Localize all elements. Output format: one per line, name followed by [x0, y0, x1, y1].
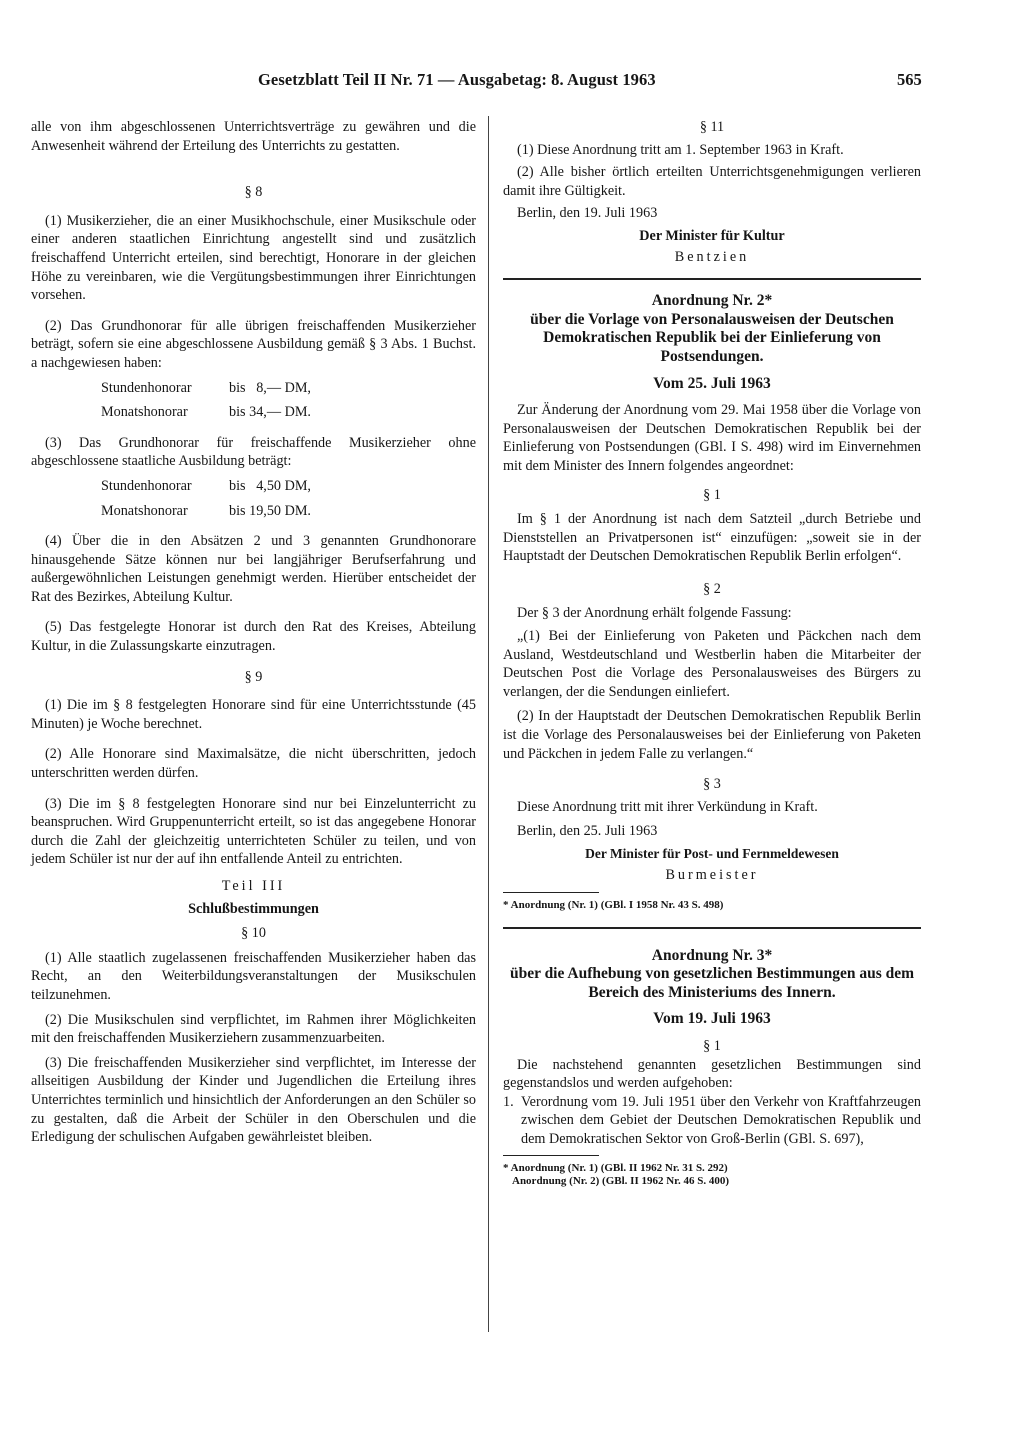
amount-row — [31, 403, 476, 422]
ordinance-2-s3-text: Diese Anordnung tritt mit ihrer Verkündung in Kraft. — [517, 798, 818, 815]
part-3-heading: Teil III — [221, 878, 286, 894]
minister-title-1: Der Minister für Kultur — [639, 227, 785, 244]
right-column — [503, 118, 921, 1189]
footnote: Anordnung (Nr. 2) (GBl. II 1962 Nr. 46 S. 400) — [512, 1175, 730, 1188]
s8-paragraph-5: (5) Das festgelegte Honorar ist durch den Rat des Kreises, Abteilung Kultur, in die Zulassungskarte einzutragen. — [31, 619, 476, 655]
ordinance-3-s1-heading: § 1 — [703, 1038, 721, 1055]
left-column — [31, 118, 476, 1147]
ordinance-2-s2-heading: § 2 — [703, 580, 721, 597]
ordinance-2-s3-heading: § 3 — [703, 776, 721, 793]
amount-value: bis 34,— DM. — [229, 404, 311, 421]
list-item-number: 1. — [503, 1093, 514, 1110]
ordinance-2-s1-heading: § 1 — [703, 486, 721, 503]
section-8-heading: § 8 — [244, 184, 263, 201]
amount-value: bis 19,50 DM. — [229, 502, 311, 519]
s11-paragraph-1: (1) Diese Anordnung tritt am 1. September 1963 in Kraft. — [517, 141, 844, 158]
ordinance-2-s1-text: Im § 1 der Anordnung ist nach dem Satzteil „durch Betriebe und Dienststellen an Privatpersonen ist“ einzufügen: „soweit sie in der Hauptstadt der Deutschen Demokratischen Republik Berlin erfolgen“. — [503, 511, 921, 565]
s10-paragraph-1: (1) Alle staatlich zugelassenen freischaffenden Musikerzieher haben das Recht, an den Weiterbildungsveranstaltungen der Musikschulen teilzunehmen. — [31, 949, 476, 1003]
amount-label: Stundenhonorar — [101, 477, 192, 494]
column-divider — [488, 116, 489, 1332]
amount-label: Monatshonorar — [101, 502, 188, 519]
s9-paragraph-1: (1) Die im § 8 festgelegten Honorare sind für eine Unterrichtsstunde (45 Minuten) je Woche berechnet. — [31, 697, 476, 732]
s8-paragraph-2: (2) Das Grundhonorar für alle übrigen freischaffenden Musikerzieher beträgt, sofern sie eine abgeschlossene Ausbildung gemäß § 3 Abs. 1 Buchst. a nachgewiesen haben: — [31, 317, 476, 371]
amount-value: bis 4,50 DM, — [229, 477, 311, 494]
amount-label: Monatshonorar — [101, 404, 188, 421]
s10-paragraph-3: (3) Die freischaffenden Musikerzieher sind verpflichtet, im Interesse der allseitigen Ausbildung der Kinder und Jugendlichen die Erteilung ihres Unterrichtes terminlich und hinsichtlich der Anforderungen an den Schüler so zu gestalten, daß die Arbeit der Schüler in den Oberschulen und die Erledigung der schulischen Aufgaben gewährleistet bleiben. — [31, 1054, 476, 1146]
list-item-text: Verordnung vom 19. Juli 1951 über den Verkehr von Kraftfahrzeugen zwischen dem Gebiet der Deutschen Demokratischen Republik und dem Demokratischen Sektor von Groß-Berlin (GBl. S. 697), — [521, 1093, 921, 1148]
minister-title-2: Der Minister für Post- und Fernmeldewesen — [585, 846, 839, 861]
header-title: Gesetzblatt Teil II Nr. 71 — Ausgabetag: 8. August 1963 — [258, 70, 656, 89]
s9-paragraph-3: (3) Die im § 8 festgelegten Honorare sind nur bei Einzelunterricht zu beanspruchen. Wird Gruppenunterricht erteilt, so ist das angegebene Honorar durch die Zahl der gleichzeitig unterrichteten Schüler zu teilen, und von jedem Schüler ist nur der auf ihn entfallende Anteil zu entrichten. — [31, 795, 476, 868]
ordinance-2-number: Anordnung Nr. 2* — [651, 292, 773, 310]
s8-paragraph-4: (4) Über die in den Absätzen 2 und 3 genannten Grundhonorare hinausgehende Sätze können nur bei langjähriger Berufserfahrung und außergewöhnlichen Leistungen genehmigt werden. Hierüber entscheidet der Rat des Bezirkes, Abteilung Kultur. — [31, 533, 476, 605]
footnote-rule — [503, 1155, 599, 1156]
place-date-1: Berlin, den 19. Juli 1963 — [517, 205, 658, 222]
footnote: * Anordnung (Nr. 1) (GBl. II 1962 Nr. 31 S. 292) — [503, 1161, 728, 1174]
page-number: 565 — [897, 70, 922, 89]
s11-paragraph-2: (2) Alle bisher örtlich erteilten Unterrichtsgenehmigungen verlieren damit ihre Gültigkeit. — [503, 164, 921, 199]
list-item — [503, 1093, 921, 1149]
s8-paragraph-1: (1) Musikerzieher, die an einer Musikhochschule, einer Musikschule oder einer anderen staatlichen Einrichtung angestellt sind und zusätzlich freischaffend Unterricht erteilen, sind berechtigt, Honorare in der gleichen Höhe zu vereinbaren, wie die Vergütungsbestimmungen ihrer Einrichtungen vorsehen. — [31, 212, 476, 304]
s9-paragraph-2: (2) Alle Honorare sind Maximalsätze, die nicht überschritten, jedoch unterschritten werden dürfen. — [31, 746, 476, 782]
signatory-2: Burmeister — [665, 866, 759, 883]
divider — [503, 278, 921, 280]
ordinance-3-s1-intro: Die nachstehend genannten gesetzlichen Bestimmungen sind gegenstandslos und werden aufgehoben: — [503, 1056, 921, 1092]
amount-row — [31, 502, 476, 521]
ordinance-2-s2-quote-1: „(1) Bei der Einlieferung von Paketen und Päckchen nach dem Ausland, Westdeutschland und Westberlin haben die Mitarbeiter der Deutschen Post die Vorlage des Personalausweises des Bürgers zu verlangen, der die Sendungen einliefert. — [503, 628, 921, 700]
ordinance-2-s2-quote-2: (2) In der Hauptstadt der Deutschen Demokratischen Republik Berlin ist die Vorlage des Personalausweises bei der Einlieferung von Paketen und Päckchen in jedem Falle zu verlangen.“ — [503, 708, 921, 762]
ordinance-3-number: Anordnung Nr. 3* — [651, 946, 773, 964]
footnote: * Anordnung (Nr. 1) (GBl. I 1958 Nr. 43 S. 498) — [503, 899, 724, 912]
place-date-2: Berlin, den 25. Juli 1963 — [517, 823, 658, 840]
ordinance-3-date: Vom 19. Juli 1963 — [653, 1010, 771, 1028]
ordinance-3-title: über die Aufhebung von gesetzlichen Bestimmungen aus dem Bereich des Ministeriums des Innern. — [509, 965, 915, 1001]
section-11-heading: § 11 — [699, 119, 725, 135]
footnote-rule — [503, 892, 599, 893]
ordinance-2-date: Vom 25. Juli 1963 — [653, 374, 771, 392]
section-9-heading: § 9 — [244, 668, 263, 685]
amount-row — [31, 477, 476, 496]
amount-value: bis 8,— DM, — [229, 379, 311, 396]
ordinance-2-s2-intro: Der § 3 der Anordnung erhält folgende Fassung: — [517, 605, 792, 622]
divider — [503, 927, 921, 929]
section-10-heading: § 10 — [241, 925, 266, 942]
amount-label: Stundenhonorar — [101, 379, 192, 396]
ordinance-2-title: über die Vorlage von Personalausweisen der Deutschen Demokratischen Republik bei der Einlieferung von Postsendungen. — [530, 310, 894, 365]
ordinance-2-intro: Zur Änderung der Anordnung vom 29. Mai 1958 über die Vorlage von Personalausweisen der Deutschen Demokratischen Republik bei der Einlieferung von Postsendungen (GBl. I S. 498) wird im Einvernehmen mit dem Minister des Innern folgendes angeordnet: — [503, 402, 921, 474]
page-header — [0, 70, 1024, 94]
s10-paragraph-2: (2) Die Musikschulen sind verpflichtet, im Rahmen ihrer Möglichkeiten mit den freischaffenden Musikerziehern zusammenzuarbeiten. — [31, 1011, 476, 1047]
part-3-title: Schlußbestimmungen — [188, 900, 319, 917]
amount-row — [31, 379, 476, 398]
paragraph-intro: alle von ihm abgeschlossenen Unterrichtsverträge zu gewähren und die Anwesenheit während der Erteilung des Unterrichts zu gestatten. — [31, 119, 476, 154]
s8-paragraph-3: (3) Das Grundhonorar für freischaffende Musikerzieher ohne abgeschlossene staatliche Ausbildung beträgt: — [31, 434, 476, 470]
signatory-1: Bentzien — [674, 248, 750, 265]
